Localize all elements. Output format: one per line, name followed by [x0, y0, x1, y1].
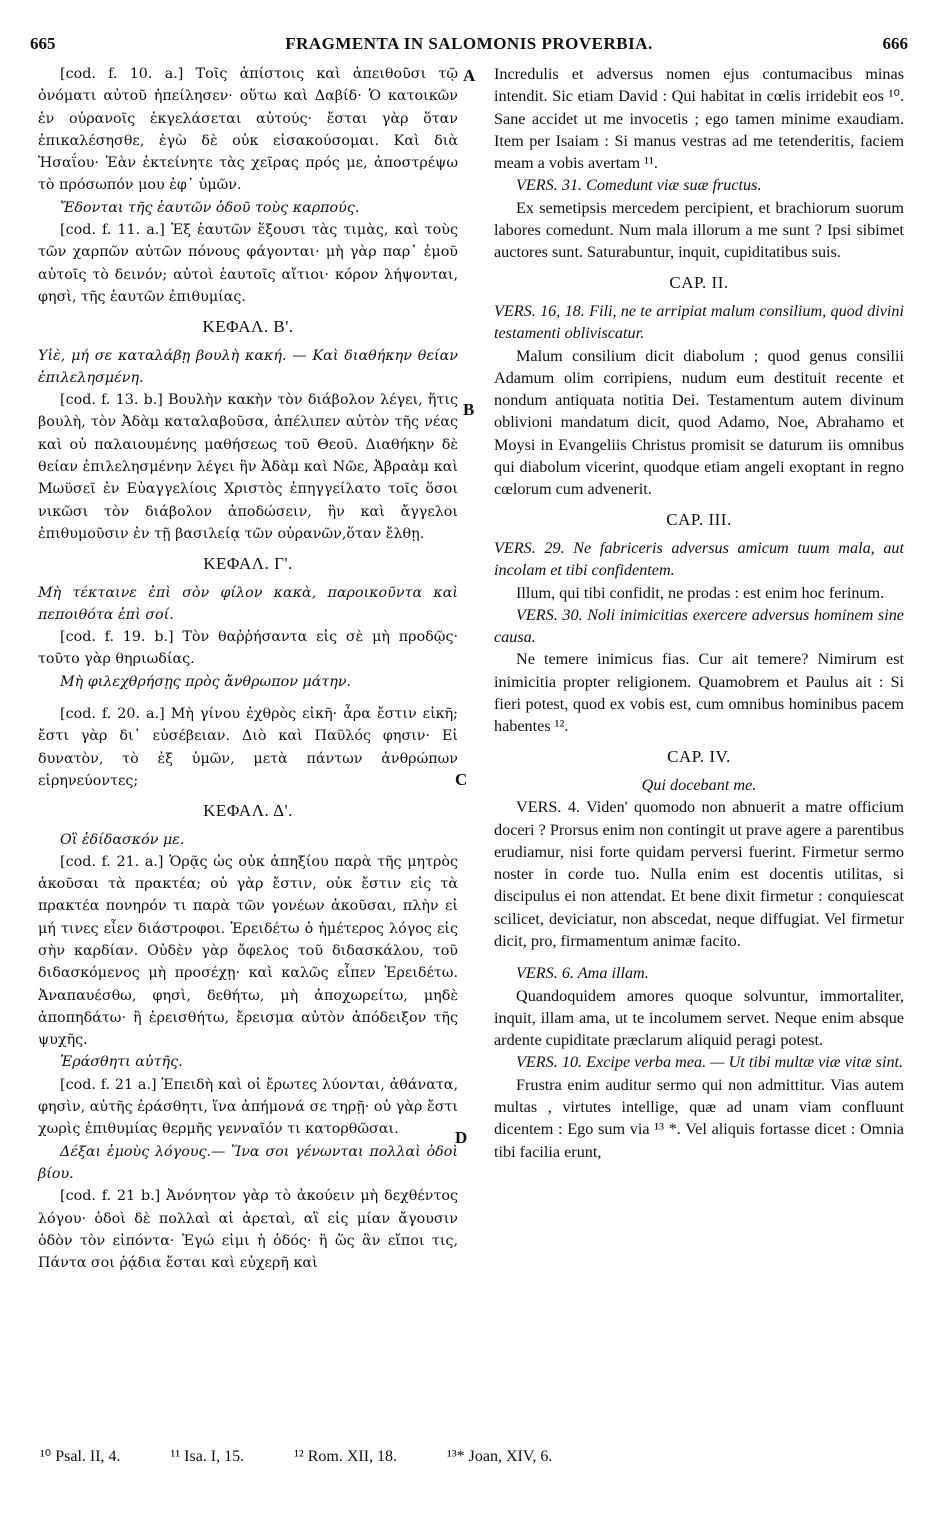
latin-verse: VERS. 30. Noli inimicitias exercere adversus hominem sine causa.: [494, 605, 904, 647]
chapter-heading: CAP. IV.: [667, 746, 731, 766]
greek-lemma: Δέξαι ἐμοὺς λόγους.— Ἵνα σοι γένωνται πολλαὶ ὁδοὶ βίου.: [38, 1143, 458, 1182]
greek-para: [cod. f. 21 a.] Ἐπειδὴ καὶ οἱ ἔρωτες λύονται, ἀθάνατα, φησὶν, αὐτῆς ἐράσθητι, ἵνα ἀπήμονά σε τηρῇ· οὐ γὰρ ἔστι χωρὶς ἐπιθυμίας θερμῆς γενναῖόν τι κατορθῶσαι.: [38, 1076, 458, 1138]
latin-para: Ex semetipsis mercedem percipient, et brachiorum suorum labores comedunt. Num mala illorum a me sunt ? Ipsi sibimet auctores sunt. Saturabuntur, inquit, cupiditatibus suis.: [494, 198, 904, 262]
running-header: [30, 34, 908, 56]
greek-para: [cod. f. 11. a.] Ἐξ ἑαυτῶν ἕξουσι τὰς τιμὰς, καὶ τοὺς τῶν χαρπῶν αὐτῶν πόνους φάγονται· μὴ γὰρ παρ᾽ ἐμοῦ αὐτοῖς τὸ δεινόν; αὐτοὶ ἑαυτοῖς αἴτιοι· κόρον λήψονται, φησὶ, τῆς ἑαυτῶν ἐπιθυμίας.: [38, 222, 458, 305]
greek-lemma: Ἔδονται τῆς ἑαυτῶν ὁδοῦ τοὺς καρπούς.: [60, 199, 360, 216]
greek-para: [cod. f. 21 b.] Ἀνόνητον γὰρ τὸ ἀκούειν μὴ δεχθέντος λόγου· ὁδοὶ δὲ πολλαὶ αἱ ἀρεταὶ, αἳ εἰς μίαν ἄγουσιν ὁδὸν τὸν εἰπόντα· Ἐγώ εἰμι ἡ ὁδός· ἢ ὥς ἂν εἴποι τις, Πάντα σοι ῥᾴδια ἔσται καὶ εὐχερῆ καὶ: [38, 1188, 458, 1272]
page-number-right: 666: [882, 34, 908, 53]
latin-verse: VERS. 10. Excipe verba mea. — Ut tibi multæ viæ vitæ sint.: [516, 1053, 904, 1072]
footnote: ¹¹ Isa. I, 15.: [170, 1448, 245, 1465]
latin-column: [494, 63, 904, 1163]
latin-verse: VERS. 31. Comedunt viæ suæ fructus.: [516, 176, 762, 195]
chapter-heading: ΚΕΦΑΛ. Β'.: [202, 317, 294, 337]
greek-lemma: Ἐράσθητι αὐτῆς.: [60, 1054, 183, 1071]
greek-column: [38, 63, 458, 1274]
greek-lemma: Υἱὲ, μή σε καταλάβῃ βουλὴ κακή. — Καὶ διαθήκην θείαν ἐπιλελησμένη.: [38, 347, 458, 386]
chapter-heading: ΚΕΦΑΛ. Δ'.: [203, 801, 293, 821]
latin-para: Malum consilium dicit diabolum ; quod genus consilii Adamum olim corripiens, nudum eum destituit recente et nondum antiquata notitia Dei. Testamentum autem divinum oblivioni mandatum dicit, quod Adamo, Noe, Abrahamo et Moysi in Evangeliis Christus promisit se daturum iis omnibus qui diabolum vicerint, quodque etiam angeli exoptant in regno cœlorum cum advenerit.: [494, 346, 904, 499]
greek-lemma: Μὴ φιλεχθρήσῃς πρὸς ἄνθρωπον μάτην.: [60, 673, 352, 690]
margin-letter-d: D: [455, 1128, 468, 1147]
greek-lemma: Οἳ ἐδίδασκόν με.: [60, 831, 185, 848]
footnote: ¹³* Joan, XIV, 6.: [447, 1448, 553, 1465]
greek-para: [cod. f. 20. a.] Μὴ γίνου ἐχθρὸς εἰκῆ· ἆρα ἔστιν εἰκῆ; ἔστι γὰρ δι᾽ εὐσέβειαν. Διὸ καὶ Παῦλός φησιν· Εἰ δυνατὸν, τὸ ἐξ ὑμῶν, μετὰ πάντων ἀνθρώπων εἰρηνεύοντες;: [38, 706, 458, 789]
margin-letter-b: B: [463, 400, 475, 419]
latin-para: Frustra enim auditur sermo qui non admittitur. Vias autem multas , virtutes intellige, quæ ad unam viam confluunt dicentem : Ego sum via ¹³ *. Vel aliquis fortasse dicet : Omnia tibi facilia erunt,: [494, 1075, 904, 1161]
footnotes: [40, 1446, 910, 1466]
latin-verse: VERS. 16, 18. Fili, ne te arripiat malum consilium, quod divini testamenti obliviscatur.: [494, 301, 904, 343]
margin-letter-a: A: [463, 66, 476, 85]
latin-verse: VERS. 29. Ne fabriceris adversus amicum tuum mala, aut incolam et tibi confidentem.: [494, 538, 904, 580]
chapter-heading: CAP. II.: [669, 272, 729, 292]
greek-para: [cod. f. 19. b.] Τὸν θαῤῥήσαντα εἰς σὲ μὴ προδῷς· τοῦτο γὰρ θηριωδίας.: [38, 629, 458, 668]
footnote: ¹² Rom. XII, 18.: [294, 1448, 398, 1465]
greek-para: [cod. f. 13. b.] Βουλὴν κακὴν τὸν διάβολον λέγει, ἥτις βουλὴ, τὸν Ἀδὰμ καταλαβοῦσα, ἀπέλιπεν αὐτὸν τῆς νέας καὶ οὐ παλαιουμένης μαθήσεως τοῦ Θεοῦ. Διαθήκην δὲ θείαν ἐπιλελησμένην λέγει ἣν Ἀδὰμ καὶ Νῶε, Ἀβραὰμ καὶ Μωϋσεῖ ἐν Εὐαγγελίοις Χριστὸς ἐπηγγείλατο τοῖς ὅσοι νικῶσι τὸν διάβολον ἀποδώσειν, ἣν καὶ ἄγγελοι ἐπιθυμοῦσιν ἐν τῇ βασιλείᾳ τῶν οὐρανῶν,ὅταν ἔλθῃ.: [38, 392, 458, 542]
margin-letter-c: C: [455, 770, 468, 789]
chapter-heading: ΚΕΦΑΛ. Γ'.: [203, 554, 293, 574]
greek-para: [cod. f. 21. a.] Ὁρᾷς ὡς οὐκ ἀπηξίου παρὰ τῆς μητρὸς ἀκοῦσαι τὰ πρακτέα; οὐ γὰρ ἔστιν, οὐκ ἔστιν εἰς τὰ πρακτέα πονηρόν τι παρὰ τῶν γονέων ἀκοῦσαι, πλὴν εἰ μή τινες εἶεν διάστροφοι. Ἐρειδέτω ὁ ἡμέτερος λόγος εἰς σὴν καρδίαν. Οὐδὲν γὰρ ὄφελος τοῦ διδασκάλου, τοῦ διδασκόμενος μὴ προσέχῃ· καὶ καλῶς εἶπεν Ἐρειδέτω. Ἀναπαυέσθω, φησὶ, δεθήτω, μὴ ἀποχωρείτω, μηδὲ ἀποπηδάτω· ἢ ἐρεισθήτω, ἔρεισμα αὐτὸν ἀπόδειξον τῆς ψυχῆς.: [38, 853, 458, 1049]
page-number-left: 665: [30, 34, 56, 53]
latin-para: Quandoquidem amores quoque solvuntur, immortaliter, inquit, illam ama, ut te incolumem servet. Neque enim absque ardente cupiditate præclarum aliquid peragi potest.: [494, 986, 904, 1050]
latin-para: Ne temere inimicus fias. Cur ait temere? Nimirum est inimicitia propter religionem. Quamobrem et Paulus ait : Si fieri potest, quod ex vobis est, cum omnibus hominibus pacem habentes ¹².: [494, 650, 904, 736]
latin-para: Incredulis et adversus nomen ejus contumacibus minas intendit. Sic etiam David : Qui habitat in cœlis irridebit eos ¹⁰. Sane accidet ut me invocetis ; ego tamen minime exaudiam. Item per Isaiam : Si manus vestras ad me tetenderitis, faciem meam a vobis avertam ¹¹.: [494, 65, 904, 173]
greek-lemma: Μὴ τέκταινε ἐπὶ σὸν φίλον κακὰ, παροικοῦντα καὶ πεποιθότα ἐπὶ σοί.: [38, 584, 458, 623]
latin-verse: Qui docebant me.: [641, 775, 757, 794]
latin-para: VERS. 4. Viden' quomodo non abnuerit a matre officium doceri ? Prorsus enim non contingit ut prave agere a parentibus erudiamur, nisi forte quidam perversi fuerint. Firmetur sermo noster in corde tuo. Nulla enim est docentis utilitas, si discipulus ei non attendat. Et bene dixit firmetur : conquiescat scilicet, deviciatur, non abscedat, neque diffugiat. Vel firmetur dicit, pro, firmamentum animæ facito.: [494, 798, 904, 950]
latin-verse: VERS. 6. Ama illam.: [516, 964, 649, 983]
latin-para: Illum, qui tibi confidit, ne prodas : est enim hoc ferinum.: [516, 583, 885, 602]
footnote: ¹⁰ Psal. II, 4.: [40, 1448, 121, 1465]
greek-para: [cod. f. 10. a.] Τοῖς ἀπίστοις καὶ ἀπειθοῦσι τῷ ὀνόματι αὐτοῦ ἠπείλησεν· οὕτω καὶ Δαβίδ· Ὁ κατοικῶν ἐν οὐρανοῖς ἐκγελάσεται αὐτούς· ἔσται γὰρ ὅταν ἐπικαλέσησθε, ἐγὼ δὲ οὐκ εἰσακούσομαι. Καὶ διὰ Ἡσαΐου· Ἐὰν ἐκτείνητε τὰς χεῖρας πρός με, ἀποστρέψω τὸ πρόσωπόν μου ἐφ᾽ ὑμῶν.: [38, 66, 458, 194]
chapter-heading: CAP. III.: [666, 509, 732, 529]
running-title: FRAGMENTA IN SALOMONIS PROVERBIA.: [285, 34, 653, 53]
